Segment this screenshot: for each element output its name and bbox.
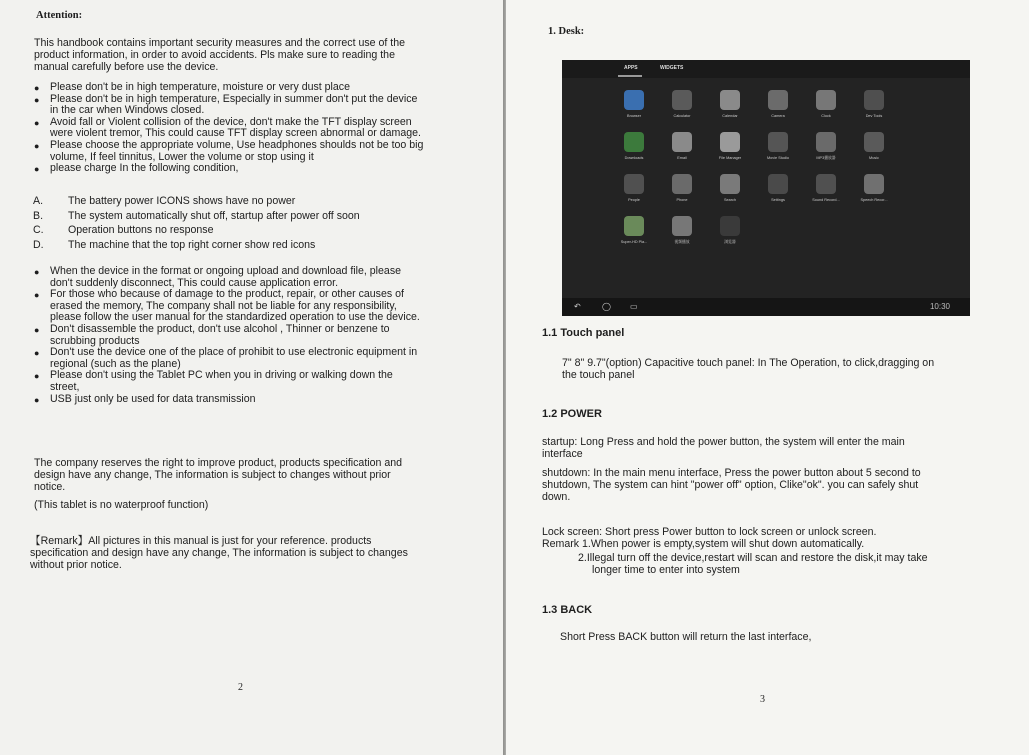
app-label: Email — [677, 156, 687, 160]
app-label: Movie Studio — [767, 156, 789, 160]
app-label: Browser — [627, 114, 641, 118]
condition-letter: C. — [33, 224, 44, 236]
desktop-screenshot — [562, 60, 970, 316]
intro-line: manual carefully before use the device. — [34, 61, 219, 73]
back-text: Short Press BACK button will return the last interface, — [560, 631, 812, 643]
app-icon — [768, 132, 788, 152]
app-icon — [768, 174, 788, 194]
condition-letter: D. — [33, 238, 44, 251]
app-label: Super-HD Pla... — [620, 240, 648, 244]
app-icon — [672, 90, 692, 110]
bullet-icon: ● — [34, 348, 40, 359]
bullet-icon: ● — [34, 83, 40, 93]
shutdown-line: shutdown: In the main menu interface, Press the power button about 5 second to — [542, 467, 921, 479]
tab-apps: APPS — [624, 65, 638, 71]
app-icon — [720, 90, 740, 110]
status-clock: 10:30 — [929, 302, 950, 311]
app-icon — [816, 174, 836, 194]
bullet-text: volume, If feel tinnitus, Lower the volume or stop using it — [50, 150, 314, 163]
app-icon — [672, 216, 692, 236]
section-1-3-title: 1.3 BACK — [542, 604, 593, 616]
remark-2-line: 2.Illegal turn off the device,restart will scan and restore the disk,it may take — [578, 552, 928, 564]
bullet-icon: ● — [34, 117, 40, 128]
app-label: Sound Record... — [812, 198, 840, 202]
touch-panel-line: 7" 8" 9.7"(option) Capacitive touch panel: In The Operation, to click,dragging on — [562, 357, 935, 369]
bullet-text: in the car when Windows closed. — [50, 104, 205, 117]
recent-apps-icon: ▭ — [630, 302, 638, 311]
page-number: 2 — [238, 682, 243, 693]
remark-line: specification and design have any change, The information is subject to changes — [30, 547, 408, 559]
intro-line: This handbook contains important security measures and the correct use of the — [34, 37, 405, 49]
condition-letter: B. — [33, 209, 44, 222]
condition-letter: A. — [33, 195, 44, 207]
bullet-text: please follow the user manual for the standardized operation to use the device. — [50, 311, 420, 324]
bullet-text: were violent tremor, This could cause TFT display screen abnormal or damage. — [50, 127, 421, 140]
app-icon — [624, 132, 644, 152]
remark-line: 【Remark】All pictures in this manual is just for your reference. products — [30, 535, 372, 547]
app-label: Clock — [821, 114, 831, 118]
app-label: People — [628, 198, 640, 202]
reserve-line: The company reserves the right to improve product, products specification and — [34, 457, 403, 469]
reserve-line: design have any change, The information is subject to changes without prior — [34, 469, 391, 481]
condition-text: The machine that the top right corner show red icons — [68, 238, 316, 251]
left-page — [0, 0, 503, 755]
remark-1-text: Remark 1.When power is empty,system will shut down automatically. — [542, 538, 865, 550]
startup-line: interface — [542, 448, 583, 460]
bullet-text: Don't use the device one of the place of prohibit to use electronic equipment in — [50, 346, 418, 359]
app-icon — [816, 132, 836, 152]
app-label: Speech Recor... — [860, 198, 888, 202]
desk-heading: 1. Desk: — [548, 26, 585, 37]
bullet-text: Please don't be in high temperature, Especially in summer don't put the device — [50, 92, 418, 105]
bullet-icon: ● — [34, 371, 40, 382]
startup-line: startup: Long Press and hold the power button, the system will enter the main — [542, 436, 905, 448]
app-icon — [768, 90, 788, 110]
bullet-text: regional (such as the plane) — [50, 357, 181, 370]
bullet-text: scrubbing products — [50, 334, 140, 347]
app-icon — [864, 174, 884, 194]
bullet-text: don't suddenly disconnect, This could cause application error. — [50, 276, 339, 289]
system-navbar — [562, 298, 970, 316]
app-icon — [864, 132, 884, 152]
app-icon — [720, 216, 740, 236]
app-label: MP3播放器 — [816, 156, 836, 160]
condition-text: The battery power ICONS shows have no power — [68, 195, 296, 207]
app-icon — [624, 174, 644, 194]
home-icon: ◯ — [602, 302, 611, 311]
app-drawer-tabbar — [562, 60, 970, 78]
bullet-text: Please don't using the Tablet PC when you in driving or walking down the — [50, 369, 393, 382]
app-label: 浏览器 — [724, 240, 736, 244]
bullet-text: Don't disassemble the product, don't use alcohol , Thinner or benzene to — [50, 323, 390, 335]
bullet-icon: ● — [34, 94, 40, 105]
bullet-icon: ● — [34, 394, 40, 405]
app-label: Settings — [771, 198, 785, 202]
section-1-2-title: 1.2 POWER — [542, 408, 602, 420]
touch-panel-line: the touch panel — [562, 369, 635, 381]
app-icon — [624, 90, 644, 110]
bullet-text: Please choose the appropriate volume, Use headphones shoulds not be too big — [50, 139, 424, 151]
app-label: Camera — [771, 114, 785, 118]
bullet-icon: ● — [34, 141, 40, 151]
remark-line: without prior notice. — [30, 559, 122, 571]
app-label: Phone — [676, 198, 688, 202]
tab-widgets: WIDGETS — [660, 65, 684, 71]
back-icon: ↶ — [574, 302, 581, 311]
app-icon — [624, 216, 644, 236]
app-label: Calendar — [722, 114, 738, 118]
intro-line: product information, in order to avoid accidents. Pls make sure to reading the — [34, 49, 395, 61]
reserve-line: notice. — [34, 481, 66, 493]
app-label: Dev Tools — [865, 114, 883, 118]
bullet-icon: ● — [34, 290, 40, 301]
section-1-1-title: 1.1 Touch panel — [542, 327, 625, 339]
waterproof-note: (This tablet is no waterproof function) — [34, 499, 209, 511]
bullet-text: please charge In the following condition, — [50, 162, 239, 175]
bullet-text: erased the memory, The company shall not be liable for any responsibility, — [50, 299, 397, 312]
app-label: Search — [723, 198, 737, 202]
app-icon — [720, 132, 740, 152]
attention-heading: Attention: — [36, 10, 83, 21]
page-number: 3 — [760, 694, 765, 705]
bullet-text: Avoid fall or Violent collision of the device, don't make the TFT display screen — [50, 115, 412, 128]
app-icon — [864, 90, 884, 110]
app-label: Music — [869, 156, 879, 160]
app-label: Calculator — [673, 114, 691, 118]
active-tab-indicator — [618, 75, 642, 77]
bullet-text: For those who because of damage to the product, repair, or other causes of — [50, 288, 404, 301]
remark-2-line: longer time to enter into system — [592, 564, 740, 576]
right-page — [506, 0, 1029, 755]
shutdown-line: shutdown, The system can hint "power off" option, Clike"ok". you can safely shut — [542, 479, 919, 491]
condition-text: The system automatically shut off, startup after power off soon — [68, 209, 360, 222]
app-label: 视频播放 — [674, 240, 690, 244]
bullet-icon: ● — [34, 164, 40, 175]
app-icon — [672, 132, 692, 152]
lock-screen-text: Lock screen: Short press Power button to lock screen or unlock screen. — [542, 526, 877, 538]
bullet-text: Please don't be in high temperature, moisture or very dust place — [50, 81, 350, 93]
app-icon — [816, 90, 836, 110]
app-icon — [672, 174, 692, 194]
bullet-text: USB just only be used for data transmission — [50, 392, 256, 405]
app-label: File Manager — [718, 156, 742, 160]
shutdown-line: down. — [542, 491, 571, 503]
app-icon — [720, 174, 740, 194]
bullet-text: street, — [50, 381, 80, 393]
app-label: Downloads — [624, 156, 644, 160]
bullet-text: When the device in the format or ongoing upload and download file, please — [50, 265, 402, 277]
condition-text: Operation buttons no response — [68, 224, 214, 236]
bullet-icon: ● — [34, 325, 40, 335]
bullet-icon: ● — [34, 267, 40, 277]
